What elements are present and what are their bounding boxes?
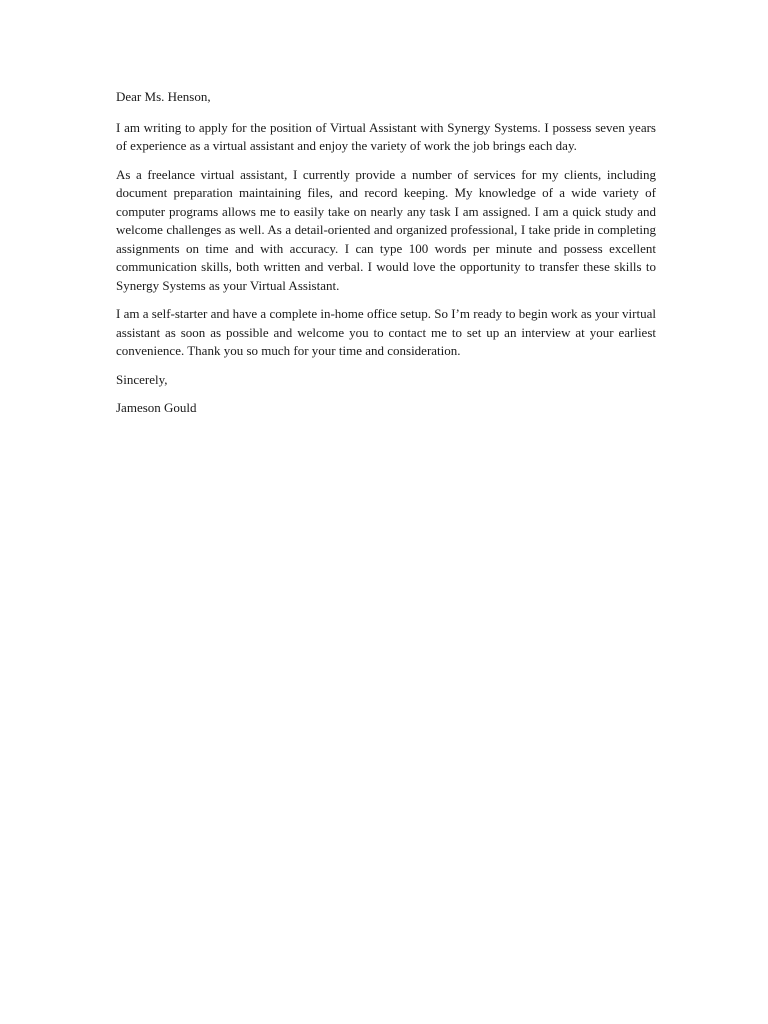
body-paragraph-1: I am writing to apply for the position of Virtual Assistant with Synergy Systems. I possess seven years of experience as a virtual assistant and enjoy the variety of work the job brings each day.	[116, 119, 656, 153]
body-paragraph-2: As a freelance virtual assistant, I currently provide a number of services for my clients, including document preparation maintaining files, and record keeping. My knowledge of a wide variety of computer programs allows me to easily take on nearly any task I am assigned. I am a quick study and welcome challenges as well. As a detail-oriented and organized professional, I take pride in completing assignments on time and with accuracy. I can type 100 words per minute and possess excellent communication skills, both written and verbal. I would love the opportunity to transfer these skills to Synergy Systems as your Virtual Assistant.	[116, 166, 656, 293]
closing: Sincerely,	[116, 371, 168, 387]
body-paragraph-3: I am a self-starter and have a complete in-home office setup. So I’m ready to begin work as your virtual assistant as soon as possible and welcome you to contact me to set up an interview at your earliest convenience. Thank you so much for your time and consideration.	[116, 306, 656, 358]
salutation: Dear Ms. Henson,	[116, 89, 211, 104]
signature: Jameson Gould	[116, 400, 197, 415]
cover-letter	[116, 88, 656, 428]
